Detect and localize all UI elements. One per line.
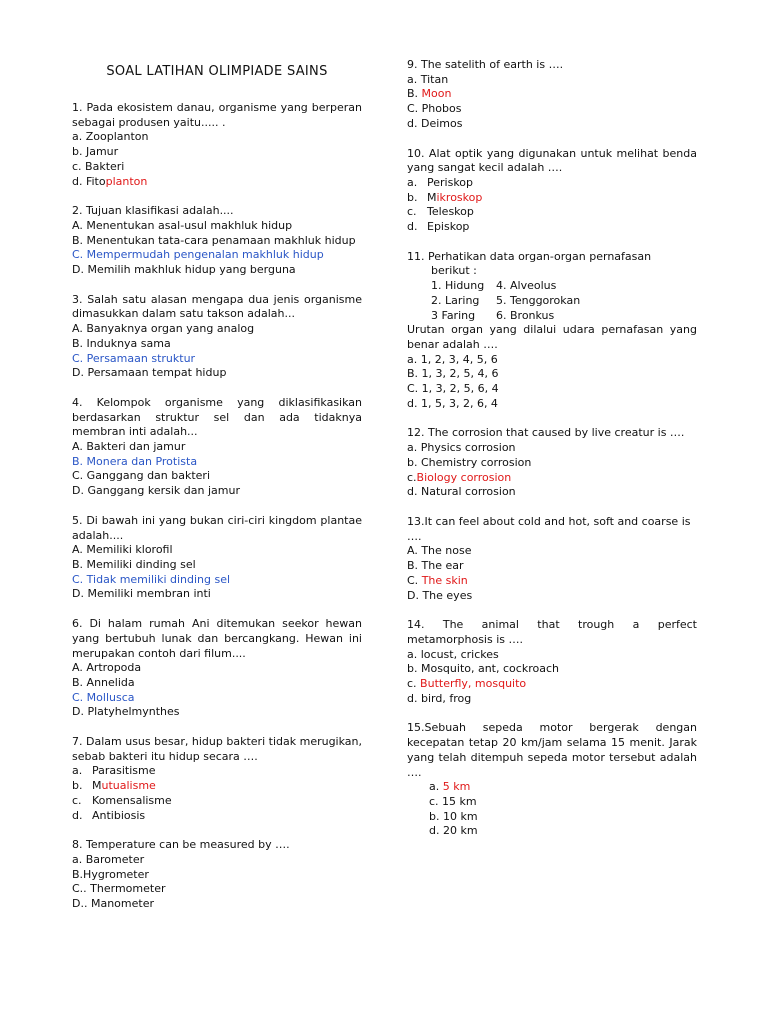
answer-option: a. Physics corrosion xyxy=(407,441,516,455)
organ-item: 6. Bronkus xyxy=(496,308,555,322)
answer-option xyxy=(72,764,362,779)
option-text: B. xyxy=(407,87,422,101)
question-block xyxy=(72,514,362,602)
option-text: d. xyxy=(72,808,83,822)
answer-option: d. 1, 5, 3, 2, 6, 4 xyxy=(407,396,498,410)
answer-option: A. Artropoda xyxy=(72,661,142,675)
answer-option: A. Memiliki klorofil xyxy=(72,543,173,557)
question-text: 14. The animal that trough a perfect metamorphosis is …. xyxy=(407,618,697,646)
option-text: Antibiosis xyxy=(92,808,146,822)
answer-option: B. Induknya sama xyxy=(72,336,171,350)
option-text: Periskop xyxy=(427,175,474,189)
question-text: 11. Perhatikan data organ-organ pernafasan xyxy=(407,249,652,263)
answer-option: B.Hygrometer xyxy=(72,867,149,881)
option-text: Teleskop xyxy=(427,205,474,219)
right-question-list xyxy=(407,58,697,839)
highlighted-answer: The skin xyxy=(421,573,468,587)
question-text: 15.Sebuah sepeda motor bergerak dengan kecepatan tetap 20 km/jam selama 15 menit. Jarak yang telah ditempuh sepeda motor tersebut adalah …. xyxy=(407,721,697,779)
question-block xyxy=(407,58,697,132)
answer-option: A. The nose xyxy=(407,544,472,558)
answer-option: D. Persamaan tempat hidup xyxy=(72,366,227,380)
question-block xyxy=(72,101,362,189)
answer-option: b. Chemistry corrosion xyxy=(407,455,532,469)
question-block xyxy=(407,515,697,603)
option-text: C. xyxy=(407,573,422,587)
answer-option: d. Natural corrosion xyxy=(407,485,516,499)
answer-option: a. Titan xyxy=(407,72,449,86)
answer-option xyxy=(72,809,362,824)
option-text: M xyxy=(92,779,102,793)
organ-pair xyxy=(407,279,697,294)
highlighted-answer: Butterfly, mosquito xyxy=(420,677,527,691)
organ-item: 3 Faring xyxy=(431,308,476,322)
answer-option: b. Mosquito, ant, cockroach xyxy=(407,662,559,676)
answer-option: a. locust, crickes xyxy=(407,647,499,661)
option-text: M xyxy=(427,190,437,204)
answer-option: D. Memilih makhluk hidup yang berguna xyxy=(72,263,296,277)
option-text: Episkop xyxy=(427,220,470,234)
option-text: a. xyxy=(429,780,443,794)
answer-option: B. Annelida xyxy=(72,675,135,689)
question-text: 8. Temperature can be measured by …. xyxy=(72,838,290,852)
answer-option xyxy=(72,794,362,809)
answer-option xyxy=(407,574,697,589)
question-block xyxy=(72,617,362,720)
question-text: 7. Dalam usus besar, hidup bakteri tidak merugikan, sebab bakteri itu hidup secara …. xyxy=(72,735,362,763)
answer-option xyxy=(407,677,697,692)
highlighted-answer: Moon xyxy=(421,87,452,101)
answer-option: C. Persamaan struktur xyxy=(72,351,196,365)
option-text: b. xyxy=(72,779,83,793)
organ-item: 4. Alveolus xyxy=(496,279,557,293)
highlighted-answer: planton xyxy=(105,174,148,188)
answer-option: d. bird, frog xyxy=(407,691,472,705)
answer-option: D. Ganggang kersik dan jamur xyxy=(72,484,240,498)
answer-option: D. Memiliki membran inti xyxy=(72,587,211,601)
left-question-list xyxy=(72,101,362,912)
question-block xyxy=(72,396,362,499)
answer-option: a. 1, 2, 3, 4, 5, 6 xyxy=(407,352,498,366)
answer-option: C. Tidak memiliki dinding sel xyxy=(72,572,231,586)
answer-option: C. Mollusca xyxy=(72,690,135,704)
option-text: b. xyxy=(407,190,418,204)
question-block xyxy=(407,250,697,412)
highlighted-answer: 5 km xyxy=(442,780,471,794)
answer-option: berikut : xyxy=(431,264,477,278)
answer-option xyxy=(72,779,362,794)
right-column xyxy=(407,58,697,854)
answer-option: b. Jamur xyxy=(72,145,119,159)
highlighted-answer: utualisme xyxy=(101,779,156,793)
option-text: a. xyxy=(407,175,418,189)
option-text: Komensalisme xyxy=(92,793,172,807)
answer-option: A. Banyaknya organ yang analog xyxy=(72,322,255,336)
question-block xyxy=(407,147,697,235)
question-text: 13.It can feel about cold and hot, soft and coarse is …. xyxy=(407,514,691,543)
left-column xyxy=(72,58,362,927)
option-text: c. xyxy=(407,677,421,691)
highlighted-answer: Biology corrosion xyxy=(416,470,512,484)
answer-option: C. Ganggang dan bakteri xyxy=(72,469,211,483)
answer-option: a. Barometer xyxy=(72,852,145,866)
answer-option: C. 1, 3, 2, 5, 6, 4 xyxy=(407,382,499,396)
option-text: c. xyxy=(407,205,417,219)
organ-pair xyxy=(407,294,697,309)
organ-item: 2. Laring xyxy=(431,293,480,307)
answer-option: d. Deimos xyxy=(407,116,463,130)
answer-option: c. 15 km xyxy=(429,794,477,808)
organ-item: 5. Tenggorokan xyxy=(496,293,581,307)
answer-option: c. Bakteri xyxy=(72,159,125,173)
answer-option: B. Memiliki dinding sel xyxy=(72,557,196,571)
answer-option xyxy=(407,87,697,102)
question-text: 5. Di bawah ini yang bukan ciri-ciri kingdom plantae adalah.... xyxy=(72,513,362,542)
question-block xyxy=(72,735,362,823)
answer-option xyxy=(407,191,697,206)
page-title: SOAL LATIHAN OLIMPIADE SAINS xyxy=(106,64,328,79)
question-text: 10. Alat optik yang digunakan untuk melihat benda yang sangat kecil adalah …. xyxy=(407,146,697,175)
question-text: 9. The satelith of earth is …. xyxy=(407,58,564,71)
option-text: d. Fito xyxy=(72,174,106,188)
option-text: a. xyxy=(72,764,83,778)
option-text: c. xyxy=(72,793,82,807)
answer-option: B. 1, 3, 2, 5, 4, 6 xyxy=(407,367,499,381)
answer-option: b. 10 km xyxy=(429,809,478,823)
question-block xyxy=(407,618,697,706)
answer-option: B. The ear xyxy=(407,559,464,573)
answer-option xyxy=(407,780,697,795)
answer-option: C. Mempermudah pengenalan makhluk hidup xyxy=(72,248,324,262)
answer-option: D. Platyhelmynthes xyxy=(72,705,180,719)
question-block xyxy=(407,721,697,839)
answer-option: A. Menentukan asal-usul makhluk hidup xyxy=(72,218,293,232)
option-text: Parasitisme xyxy=(92,764,156,778)
answer-option: B. Monera dan Protista xyxy=(72,454,198,468)
answer-option: B. Menentukan tata-cara penamaan makhluk hidup xyxy=(72,233,356,247)
question-text: 12. The corrosion that caused by live creatur is …. xyxy=(407,426,685,440)
organ-pair xyxy=(407,309,697,324)
answer-option xyxy=(407,471,697,486)
question-block xyxy=(407,426,697,500)
question-block xyxy=(72,838,362,912)
question-block xyxy=(72,204,362,278)
answer-option: A. Bakteri dan jamur xyxy=(72,440,186,454)
question-text: 1. Pada ekosistem danau, organisme yang berperan sebagai produsen yaitu..... . xyxy=(72,101,362,129)
answer-option xyxy=(407,176,697,191)
organ-item: 1. Hidung xyxy=(431,279,485,293)
answer-option: Urutan organ yang dilalui udara pernafasan yang benar adalah …. xyxy=(407,323,697,351)
answer-option: C.. Thermometer xyxy=(72,882,166,896)
question-text: 4. Kelompok organisme yang diklasifikasikan berdasarkan struktur sel dan ada tidaknya membran inti adalah... xyxy=(72,395,362,439)
question-block xyxy=(72,293,362,381)
highlighted-answer: ikroskop xyxy=(436,190,483,204)
option-text: c. xyxy=(407,470,417,484)
question-text: 2. Tujuan klasifikasi adalah.... xyxy=(72,204,234,218)
answer-option xyxy=(407,205,697,220)
question-text: 6. Di halam rumah Ani ditemukan seekor hewan yang bertubuh lunak dan bercangkang. Hewan ini merupakan contoh dari filum.... xyxy=(72,617,362,660)
answer-option xyxy=(407,220,697,235)
answer-option: a. Zooplanton xyxy=(72,130,149,144)
answer-option: D.. Manometer xyxy=(72,897,154,911)
question-text: 3. Salah satu alasan mengapa dua jenis organisme dimasukkan dalam satu takson adalah... xyxy=(72,292,362,321)
answer-option: d. 20 km xyxy=(429,824,478,838)
answer-option: D. The eyes xyxy=(407,588,473,602)
answer-option: C. Phobos xyxy=(407,102,462,116)
answer-option xyxy=(72,175,362,190)
option-text: d. xyxy=(407,220,418,234)
